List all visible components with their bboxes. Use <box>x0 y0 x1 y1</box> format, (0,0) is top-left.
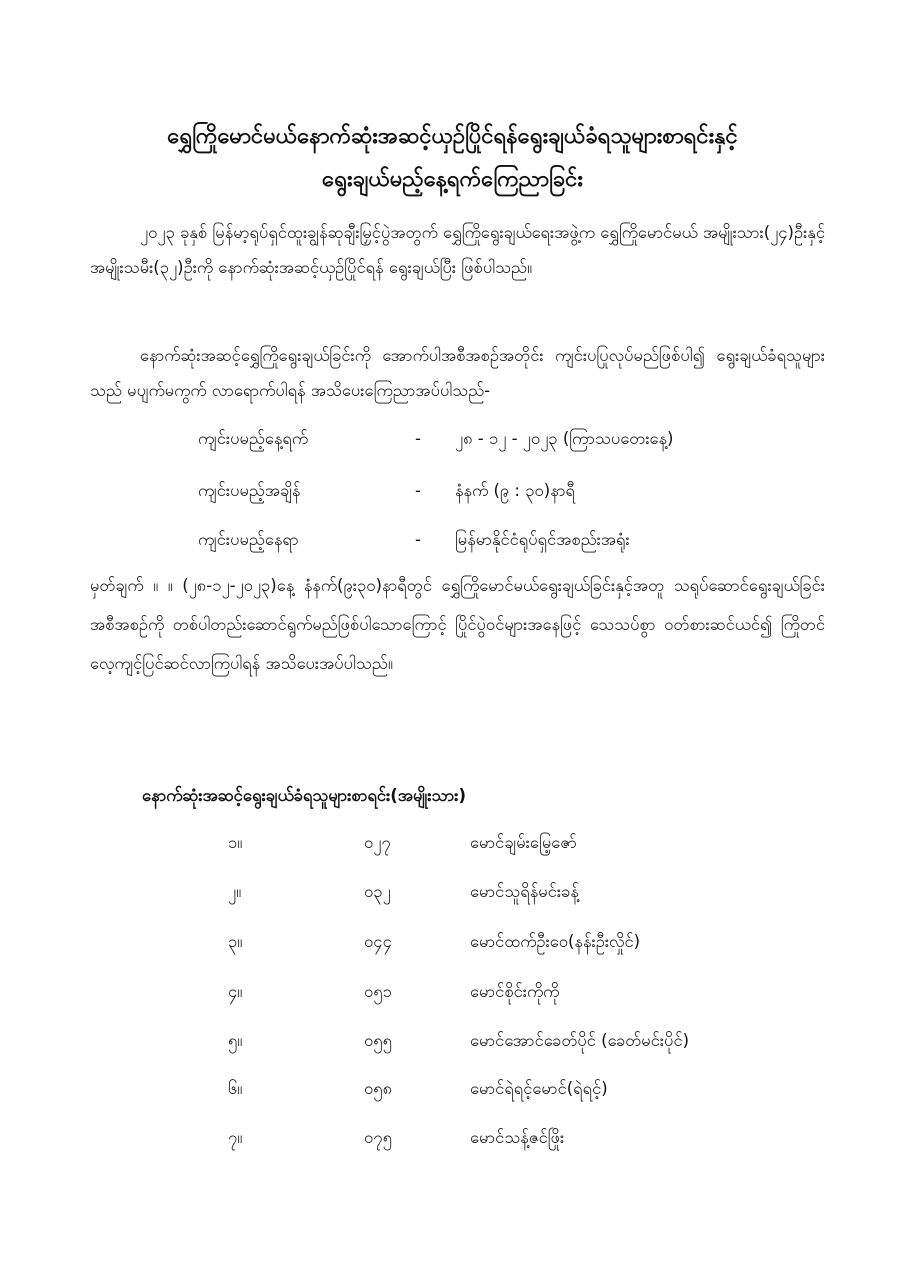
detail-label: ကျင်းပမည့်အချိန် <box>198 481 301 500</box>
candidate-code: ၀၅၁ <box>364 982 392 1001</box>
candidate-code: ၀၂၇ <box>364 833 391 852</box>
candidate-code: ၀၇၅ <box>364 1128 392 1147</box>
candidate-number: ၇။ <box>228 1128 243 1147</box>
candidate-name: မောင်သူရိန်မင်းခန့် <box>470 882 579 901</box>
detail-dash: - <box>415 429 421 448</box>
candidate-name: မောင်ထက်ဦးဝေ(နန်းဦးလှိုင်) <box>470 932 641 951</box>
candidate-row <box>0 1024 905 1058</box>
candidate-number: ၃။ <box>228 932 243 951</box>
detail-value: မြန်မာနိုင်ငံရုပ်ရှင်အစည်းအရုံး <box>455 530 630 549</box>
candidate-name: မောင်အောင်ခေတ်ပိုင် (ခေတ်မင်းပိုင်) <box>470 1031 690 1050</box>
detail-label: ကျင်းပမည့်နေရာ <box>198 530 299 549</box>
candidate-row <box>0 875 905 909</box>
candidate-name: မောင်စိုင်းကိုကို <box>470 982 560 1001</box>
candidate-name: မောင်ချမ်းမြေ့ဇော် <box>470 833 577 852</box>
candidate-name: မောင်ရဲရင့်မောင်(ရဲရင့်) <box>470 1079 608 1098</box>
candidate-row <box>0 925 905 959</box>
document-title-line2: ရွေးချယ်မည့်နေ့ရက်ကြေညာခြင်း <box>322 167 583 192</box>
detail-dash: - <box>415 530 421 549</box>
candidate-code: ၀၅၈ <box>364 1079 392 1098</box>
candidate-number: ၅။ <box>228 1031 243 1050</box>
candidate-name: မောင်သန့်ဇင်ဖြိုး <box>470 1128 565 1147</box>
document-title-line1: ရွှေကြိုမောင်မယ်နောက်ဆုံးအဆင့်ယှဉ်ပြိုင်ရန်ရွေးချယ်ခံရသူများစာရင်းနှင့် <box>167 124 738 149</box>
note-paragraph: မှတ်ချက် ။ ။ (၂၈-၁၂-၂၀၂၃)နေ့ နံနက်(၉း၃၀)နာရီတွင် ရွှေကြိုမောင်မယ်ရွေးချယ်ခြင်းနှင့်အတူ သရုပ်ဆောင်ရွေးချယ်ခြင်းအစီအစဉ်ကို တစ်ပါတည်းဆောင်ရွက်မည်ဖြစ်ပါသောကြောင့် ပြိုင်ပွဲဝင်များအနေဖြင့် သေသပ်စွာ ဝတ်စားဆင်ယင်၍ ကြိုတင်လေ့ကျင့်ပြင်ဆင်လာကြပါရန် အသိပေးအပ်ပါသည်။ <box>90 576 825 673</box>
detail-row-date <box>0 422 905 456</box>
candidate-row <box>0 975 905 1009</box>
detail-value: ၂၈ - ၁၂ - ၂၀၂၃ (ကြာသပတေးနေ့) <box>455 429 674 448</box>
candidate-number: ၁။ <box>228 833 243 852</box>
candidate-list-heading: နောက်ဆုံးအဆင့်ရွေးချယ်ခံရသူများစာရင်း(အမျိုးသား) <box>142 786 467 805</box>
detail-row-time <box>0 474 905 508</box>
candidate-number: ၂။ <box>228 882 242 901</box>
candidate-row <box>0 1121 905 1155</box>
schedule-paragraph: နောက်ဆုံးအဆင့်ရွှေကြိုရွေးချယ်ခြင်းကို အောက်ပါအစီအစဉ်အတိုင်း ကျင်းပပြုလုပ်မည်ဖြစ်ပါ၍ ရွေးချယ်ခံရသူများသည် မပျက်မကွက် လာရောက်ပါရန် အသိပေးကြေညာအပ်ပါသည်- <box>90 346 825 400</box>
detail-value: နံနက် (၉ : ၃၀)နာရီ <box>455 481 576 500</box>
candidate-code: ၀၃၂ <box>364 882 391 901</box>
candidate-row <box>0 1072 905 1106</box>
candidate-number: ၄။ <box>228 982 243 1001</box>
candidate-code: ၀၄၄ <box>364 932 392 951</box>
candidate-code: ၀၅၅ <box>364 1031 392 1050</box>
detail-label: ကျင်းပမည့်နေ့ရက် <box>198 429 309 448</box>
detail-dash: - <box>415 481 421 500</box>
candidate-number: ၆။ <box>228 1079 243 1098</box>
intro-paragraph: ၂၀၂၃ ခုနှစ် မြန်မာ့ရုပ်ရှင်ထူးချွန်ဆုချီးမြှင့်ပွဲအတွက် ရွှေကြိုရွေးချယ်ရေးအဖွဲ့က ရွှေကြိုမောင်မယ် အမျိုးသား(၂၄)ဦးနှင့် အမျိုးသမီး(၃၂)ဦးကို နောက်ဆုံးအဆင့်ယှဉ်ပြိုင်ရန် ရွေးချယ်ပြီး ဖြစ်ပါသည်။ <box>90 223 825 277</box>
detail-row-venue <box>0 523 905 557</box>
candidate-row <box>0 826 905 860</box>
